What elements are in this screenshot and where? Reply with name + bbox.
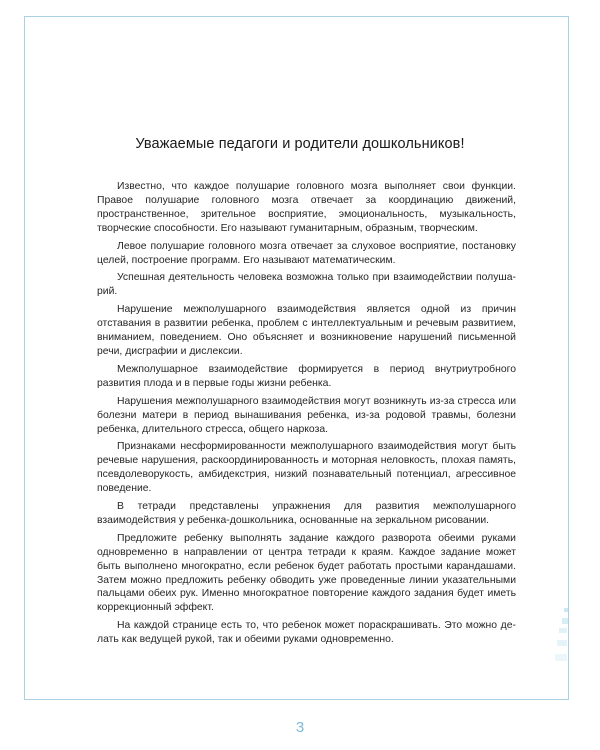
page-number: 3	[295, 719, 305, 736]
paragraph: Успешная деятельность человека возможна только при взаимодействии полушарий.	[97, 272, 516, 298]
paragraph: Нарушение межполушарного взаимодействия является одной из причин отставания в развитии ребенка, проблем с интеллектуальным и речевым развитием, вниманием, поведением. Оно объясняет и возникновение нарушений письменной речи, дисграфии и дислексии.	[97, 304, 516, 357]
paragraph: Нарушения межполушарного взаимодействия могут возникнуть из-за стресса или болезни матери в период вынашивания ребенка, из-за родовой травмы, болезни ребенка, длительного стресса, общего наркоза.	[97, 395, 516, 435]
paragraph: Известно, что каждое полушарие головного мозга выполняет свои функции. Правое полушарие головного мозга отвечает за координацию движений, пространственное, зрительное восприятие, эмоциональность, музыкальность, творческие способности. Его называют гуманитарным, образным, творческим.	[97, 181, 516, 234]
decorative-marks	[555, 604, 579, 684]
paragraph: На каждой странице есть то, что ребенок может пораскрашивать. Это можно делать как ведущей рукой, так и обеими руками одновременно.	[97, 620, 516, 646]
paragraph: Предложите ребенку выполнять задание каждого разворота обеими руками одновременно в направлении от центра тетради к краям. Каждое задание может быть выполнено многократно, если ребенок будет работать простыми карандашами. Затем можно предложить ребенку обводить уже проведенные линии указательными пальцами обеих рук. Именно многократное повторение каждого задания будет иметь коррекционный эффект.	[97, 532, 516, 614]
paragraph: Признаками несформированности межполушарного взаимодействия могут быть речевые нарушения, раскоординированность и моторная неловкость, плохая память, псевдолеворукость, амбидекстрия, низкий познавательный потенциал, агрессивное поведение.	[97, 441, 516, 495]
body-text	[97, 180, 516, 651]
page-title: Уважаемые педагоги и родители дошкольников!	[135, 136, 465, 152]
paragraph: Межполушарное взаимодействие формируется в период внутриутробного развития плода и в первые годы жизни ребенка.	[97, 363, 516, 389]
paragraph: Левое полушарие головного мозга отвечает за слуховое восприятие, постановку целей, построение программ. Его называют математическим.	[97, 240, 516, 266]
paragraph: В тетради представлены упражнения для развития межполушарного взаимодействия у ребенка-дошкольника, основанные на зеркальном рисовании.	[97, 501, 516, 526]
